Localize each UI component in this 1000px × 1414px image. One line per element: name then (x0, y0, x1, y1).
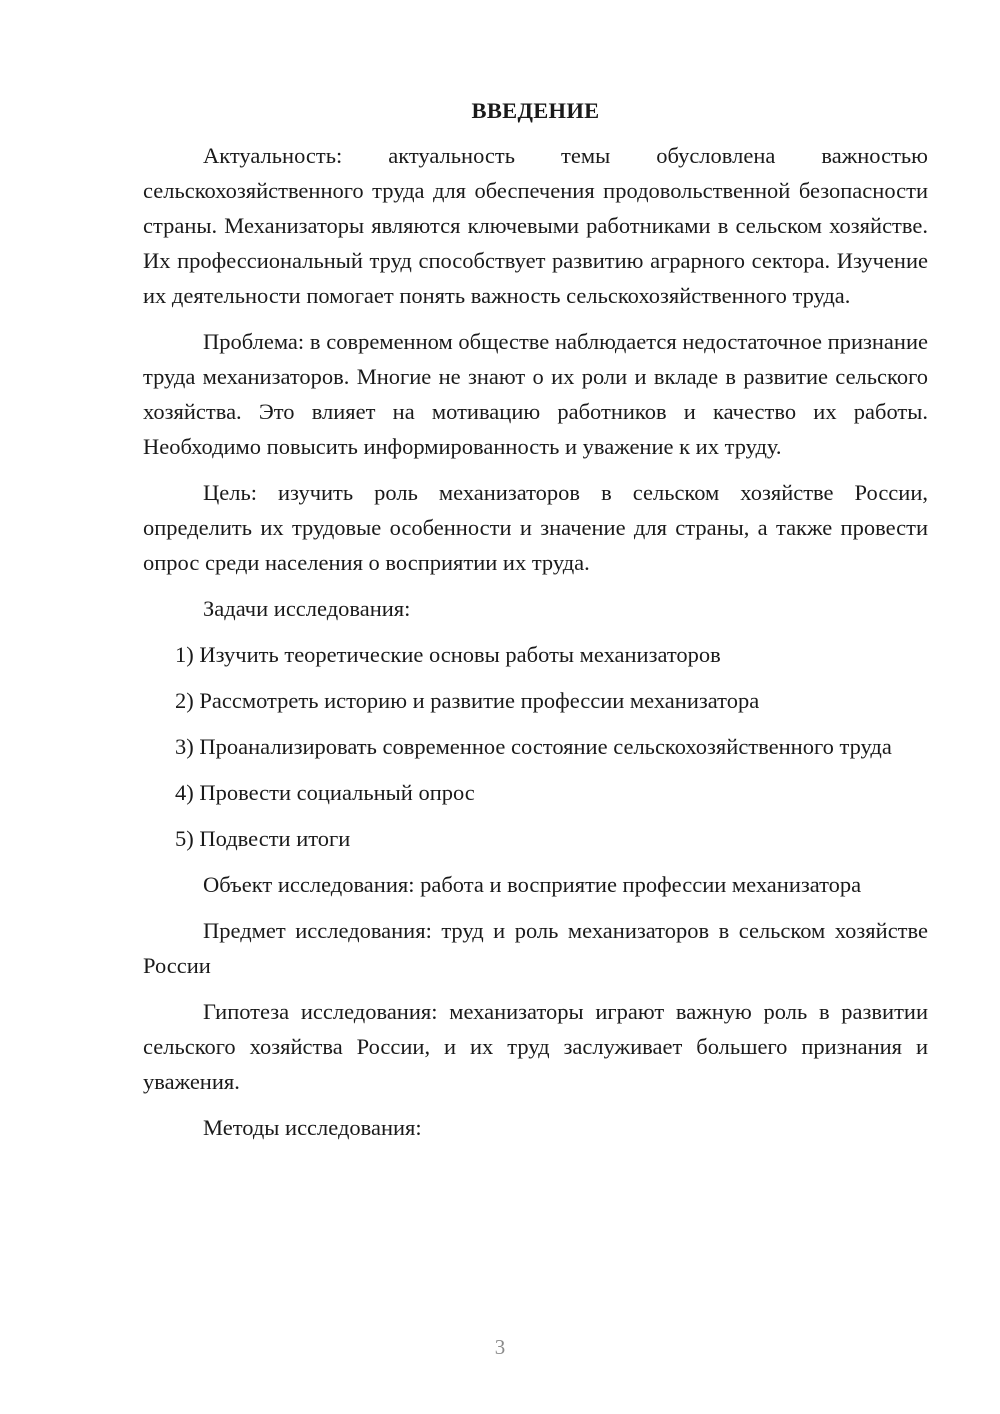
goal-paragraph: Цель: изучить роль механизаторов в сельском хозяйстве России, определить их трудовые особенности и значение для страны, а также провести опрос среди населения о восприятии их труда. (143, 480, 928, 575)
paragraph-gap (143, 313, 928, 324)
paragraph-gap (143, 672, 928, 683)
paragraph-gap (143, 626, 928, 637)
task-item: 1) Изучить теоретические основы работы механизаторов (175, 642, 721, 667)
object-paragraph: Объект исследования: работа и восприятие профессии механизатора (203, 872, 862, 897)
relevance-paragraph: Актуальность: актуальность темы обусловлена важностью сельскохозяйственного труда для обеспечения продовольственной безопасности страны. Механизаторы являются ключевыми работниками в сельском хозяйстве. Их профессиональный труд способствует развитию аграрного сектора. Изучение их деятельности помогает понять важность сельскохозяйственного труда. (143, 143, 928, 308)
paragraph-gap (143, 764, 928, 775)
tasks-heading: Задачи исследования: (203, 596, 411, 621)
hypothesis-paragraph: Гипотеза исследования: механизаторы играют важную роль в развитии сельского хозяйства России, и их труд заслуживает большего признания и уважения. (143, 999, 928, 1094)
paragraph-gap (143, 464, 928, 475)
task-item: 5) Подвести итоги (175, 826, 351, 851)
task-item: 2) Рассмотреть историю и развитие профессии механизатора (175, 688, 760, 713)
subject-paragraph: Предмет исследования: труд и роль механизаторов в сельском хозяйстве России (143, 918, 928, 978)
paragraph-gap (143, 983, 928, 994)
task-item: 4) Провести социальный опрос (175, 780, 475, 805)
paragraph-gap (143, 580, 928, 591)
page-content (143, 93, 928, 1145)
section-title: ВВЕДЕНИЕ (471, 98, 600, 123)
paragraph-gap (143, 810, 928, 821)
page-number: 3 (494, 1335, 506, 1359)
paragraph-gap (143, 718, 928, 729)
paragraph-gap (143, 1099, 928, 1110)
task-item: 3) Проанализировать современное состояние сельскохозяйственного труда (175, 734, 892, 759)
paragraph-gap (143, 902, 928, 913)
methods-heading: Методы исследования: (203, 1115, 422, 1140)
problem-paragraph: Проблема: в современном обществе наблюдается недостаточное признание труда механизаторов. Многие не знают о их роли и вкладе в развитие сельского хозяйства. Это влияет на мотивацию работников и качество их работы. Необходимо повысить информированность и уважение к их труду. (143, 329, 928, 459)
paragraph-gap (143, 856, 928, 867)
